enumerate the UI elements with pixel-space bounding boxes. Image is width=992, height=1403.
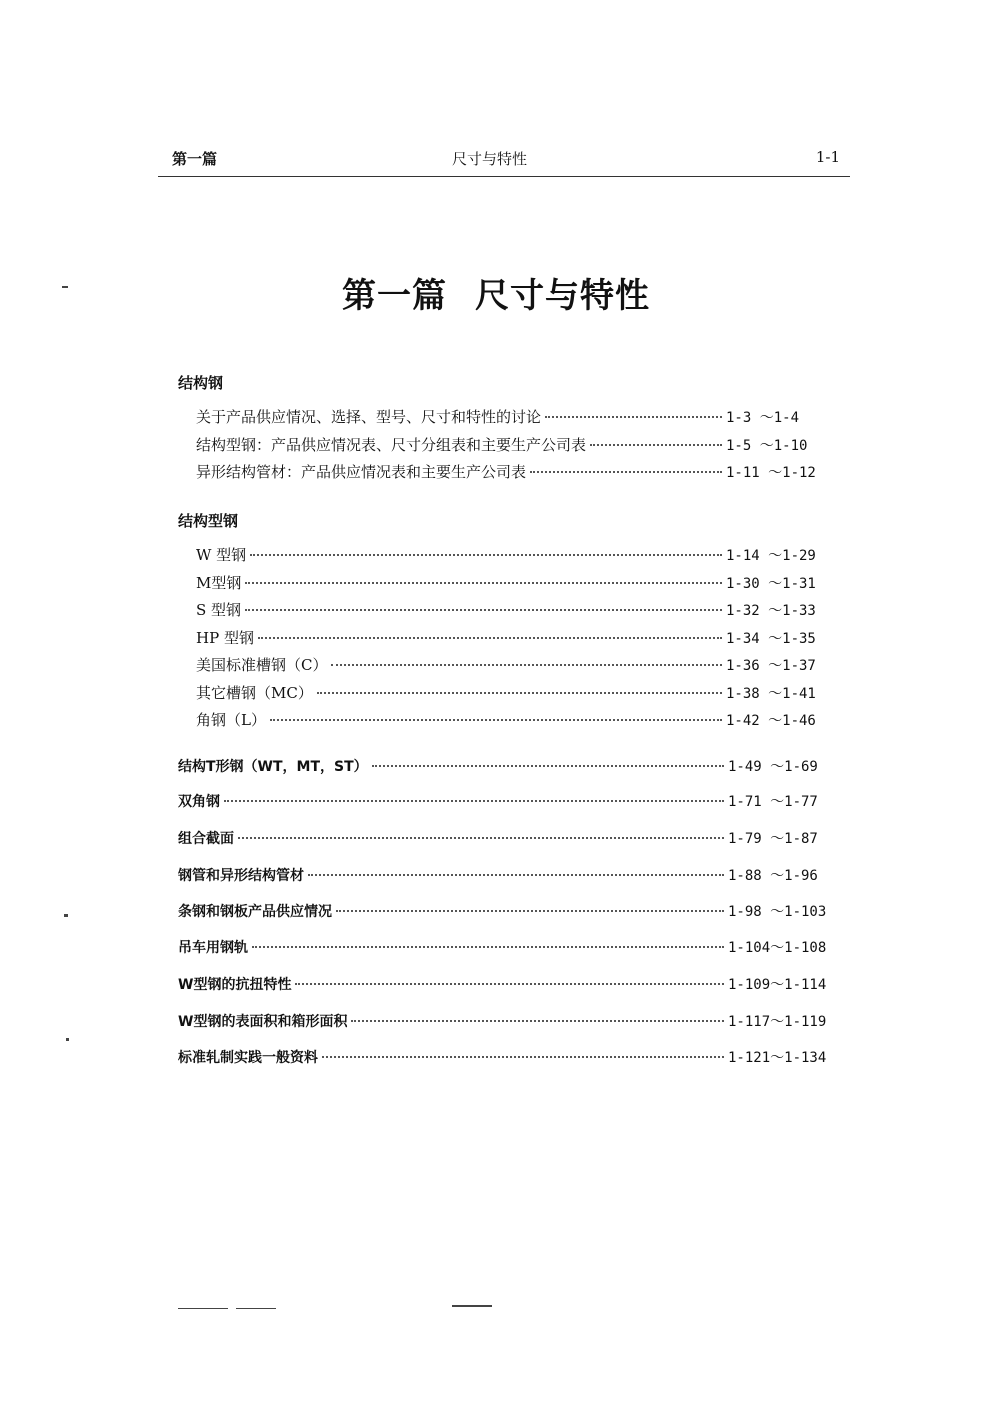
leader-dots xyxy=(224,800,724,802)
leader-dots xyxy=(270,719,722,721)
leader-dots xyxy=(238,837,724,839)
toc-entry-pages: 1-109～1-114 xyxy=(728,977,827,993)
header-part-label: 第一篇 xyxy=(172,150,218,168)
toc-entry-pages: 1-71 ～1-77 xyxy=(728,794,818,810)
toc-entry-pages: 1-34 ～1-35 xyxy=(726,631,816,647)
toc-entry-label: 美国标准槽钢（C） xyxy=(196,656,328,674)
toc-entry[interactable] xyxy=(196,544,848,566)
leader-dots xyxy=(545,416,722,418)
page-title xyxy=(0,268,992,317)
leader-dots xyxy=(250,554,722,556)
toc-entry-main[interactable] xyxy=(178,865,850,887)
toc-entry-label: 其它槽钢（MC） xyxy=(196,684,313,702)
toc-entry-label: 关于产品供应情况、选择、型号、尺寸和特性的讨论 xyxy=(196,408,542,426)
toc-entry-pages: 1-30 ～1-31 xyxy=(726,576,816,592)
toc-entry-pages: 1-79 ～1-87 xyxy=(728,831,818,847)
leader-dots xyxy=(245,609,722,611)
toc-entry[interactable] xyxy=(196,627,848,649)
toc-entry-pages: 1-42 ～1-46 xyxy=(726,713,816,729)
leader-dots xyxy=(351,1020,724,1022)
section-heading-structural-shapes: 结构型钢 xyxy=(178,512,239,530)
leader-dots xyxy=(590,444,722,446)
toc-entry[interactable] xyxy=(196,434,848,456)
leader-dots xyxy=(336,910,724,912)
scan-speck xyxy=(66,1038,69,1041)
leader-dots xyxy=(372,765,724,767)
toc-entry[interactable] xyxy=(196,654,848,676)
leader-dots xyxy=(252,946,724,948)
page-title-name: 尺寸与特性 xyxy=(475,276,650,316)
toc-entry[interactable] xyxy=(196,709,848,731)
toc-entry-label: 钢管和异形结构管材 xyxy=(178,868,304,884)
leader-dots xyxy=(245,582,722,584)
toc-entry-pages: 1-98 ～1-103 xyxy=(728,904,827,920)
toc-entry-label: 吊车用钢轨 xyxy=(178,940,248,956)
toc-entry-label: 异形结构管材：产品供应情况表和主要生产公司表 xyxy=(196,463,527,481)
toc-entry-main[interactable] xyxy=(178,1047,850,1069)
scan-speck xyxy=(62,286,68,288)
leader-dots xyxy=(317,692,722,694)
toc-entry[interactable] xyxy=(196,682,848,704)
toc-entry-pages: 1-32 ～1-33 xyxy=(726,603,816,619)
toc-entry-main[interactable] xyxy=(178,791,850,813)
toc-entry-pages: 1-36 ～1-37 xyxy=(726,658,816,674)
toc-entry-pages: 1-38 ～1-41 xyxy=(726,686,816,702)
toc-entry-pages: 1-3 ～1-4 xyxy=(726,410,800,426)
toc-entry-label: S 型钢 xyxy=(196,601,242,619)
leader-dots xyxy=(308,874,724,876)
toc-entry-label: 标准轧制实践一般资料 xyxy=(178,1050,318,1066)
toc-entry-label: 组合截面 xyxy=(178,831,234,847)
scan-speck xyxy=(64,914,68,917)
toc-entry-pages: 1-104～1-108 xyxy=(728,940,827,956)
header-section-title: 尺寸与特性 xyxy=(452,150,528,168)
toc-entry-pages: 1-49 ～1-69 xyxy=(728,759,818,775)
toc-entry-main[interactable] xyxy=(178,828,850,850)
toc-entry-label: 角钢（L） xyxy=(196,711,266,729)
toc-entry-label: M型钢 xyxy=(196,574,242,592)
toc-entry-main[interactable] xyxy=(178,937,850,959)
toc-entry-label: 条钢和钢板产品供应情况 xyxy=(178,904,332,920)
toc-entry-pages: 1-5 ～1-10 xyxy=(726,438,808,454)
toc-entry-label: W型钢的抗扭特性 xyxy=(178,977,292,993)
leader-dots xyxy=(295,983,724,985)
toc-entry[interactable] xyxy=(196,406,848,428)
running-header xyxy=(172,148,848,170)
page-title-part: 第一篇 xyxy=(342,276,447,316)
toc-entry-label: 结构T形钢（WT，MT，ST） xyxy=(178,759,368,775)
toc-entry-pages: 1-14 ～1-29 xyxy=(726,548,816,564)
toc-entry-label: 双角钢 xyxy=(178,794,220,810)
toc-entry[interactable] xyxy=(196,599,848,621)
toc-entry-main[interactable] xyxy=(178,974,850,996)
toc-entry[interactable] xyxy=(196,461,848,483)
leader-dots xyxy=(258,637,722,639)
footer-mark xyxy=(178,1308,228,1309)
toc-entry[interactable] xyxy=(196,572,848,594)
toc-entry-label: 结构型钢：产品供应情况表、尺寸分组表和主要生产公司表 xyxy=(196,436,587,454)
toc-entry-main[interactable] xyxy=(178,1011,850,1033)
toc-entry-pages: 1-11 ～1-12 xyxy=(726,465,816,481)
toc-entry-label: HP 型钢 xyxy=(196,629,254,647)
header-rule xyxy=(158,176,850,177)
toc-entry-pages: 1-121～1-134 xyxy=(728,1050,827,1066)
toc-entry-label: W型钢的表面积和箱形面积 xyxy=(178,1014,348,1030)
leader-dots xyxy=(322,1056,724,1058)
leader-dots xyxy=(331,664,722,666)
toc-entry-pages: 1-117～1-119 xyxy=(728,1014,827,1030)
leader-dots xyxy=(530,471,722,473)
section-heading-structural-steel: 结构钢 xyxy=(178,374,224,392)
footer-mark xyxy=(452,1305,492,1307)
header-page-number: 1-1 xyxy=(815,148,840,166)
toc-entry-label: W 型钢 xyxy=(196,546,247,564)
toc-entry-pages: 1-88 ～1-96 xyxy=(728,868,818,884)
footer-mark xyxy=(236,1308,276,1309)
toc-entry-main[interactable] xyxy=(178,756,850,778)
toc-entry-main[interactable] xyxy=(178,901,850,923)
